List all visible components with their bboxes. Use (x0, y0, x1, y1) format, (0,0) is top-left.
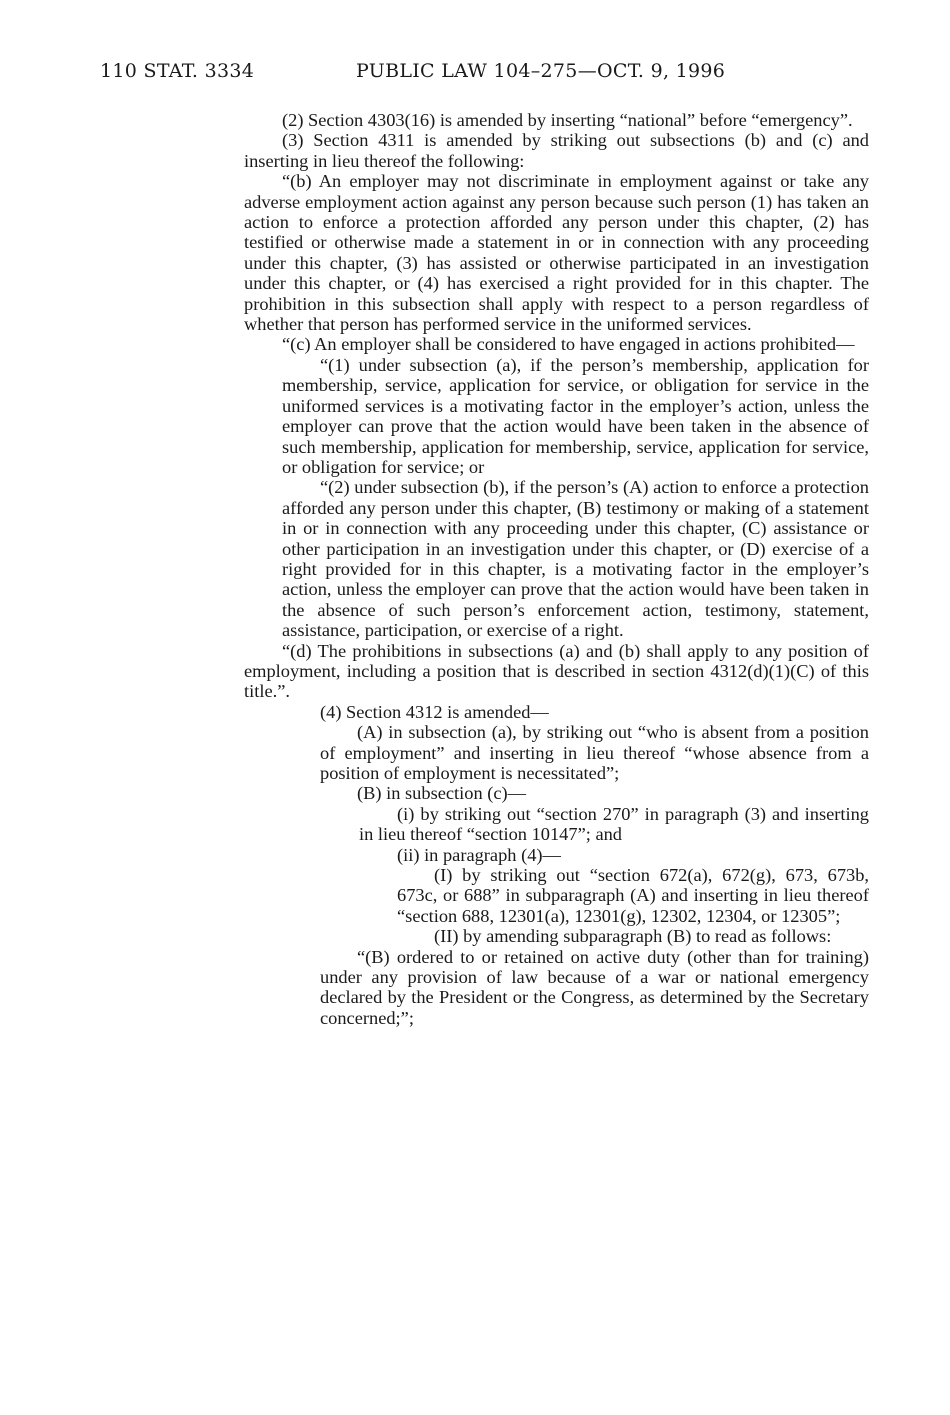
subsection-d: “(d) The prohibitions in subsections (a) and (b) shall apply to any position of employment, including a position that is described in section 4312(d)(1)(C) of this title.”. (244, 640, 869, 702)
clause-a: (A) in subsection (a), by striking out “who is absent from a position of employment” and inserting in lieu thereof “whose absence from a position of employment is necessitated”; (320, 722, 869, 783)
subsection-b: “(b) An employer may not discriminate in employment against or take any adverse employment action against any person because such person (1) has taken an action to enforce a protection afforded any person under this chapter, (2) has testified or otherwise made a statement in or in connection with any proceeding under this chapter, (3) has assisted or otherwise participated in an investigation under this chapter, or (4) has exercised a right provided for in this chapter. The prohibition in this subsection shall apply with respect to a person regardless of whether that person has performed service in the uniformed services. (244, 171, 869, 335)
clause-b-i: (i) by striking out “section 270” in paragraph (3) and inserting in lieu thereof “section 10147”; and (359, 803, 869, 845)
public-law-citation: PUBLIC LAW 104–275—OCT. 9, 1996 (356, 60, 726, 82)
subsection-c-1: “(1) under subsection (a), if the person’s membership, application for membership, service, application for service, or obligation for service in the uniformed services is a motivating factor in the employer’s action, unless the employer can prove that the action would have been taken in the absence of such membership, application for membership, service, application for service, or obligation for service; or (282, 354, 869, 477)
paragraph-3-section-4311: (3) Section 4311 is amended by striking out subsections (b) and (c) and inserting in lieu thereof the following: (244, 130, 869, 171)
running-header (100, 60, 860, 84)
quoted-subparagraph-b: “(B) ordered to or retained on active duty (other than for training) under any provision of law because of a war or national emergency declared by the President or the Congress, as determined by the Secretary concerned;”; (320, 946, 869, 1028)
statute-page-number: 110 STAT. 3334 (100, 60, 255, 82)
clause-b-ii-I: (I) by striking out “section 672(a), 672(g), 673, 673b, 673c, or 688” in subparagraph (A) and inserting in lieu thereof “section 688, 12301(a), 12301(g), 12302, 12304, or 12305”; (397, 865, 869, 926)
paragraph-4-section-4312: (4) Section 4312 is amended— (320, 701, 549, 722)
document-body (244, 110, 869, 1028)
subsection-c-2: “(2) under subsection (b), if the person’s (A) action to enforce a protection afforded any person under this chapter, (B) testimony or making of a statement in or in connection with any proceeding under this chapter, (C) assistance or other participation in an investigation under this chapter, or (D) exercise of a right provided for in this chapter, is a motivating factor in the employer’s action, unless the employer can prove that the action would have been taken in the absence of such person’s enforcement action, testimony, statement, assistance, participation, or exercise of a right. (282, 477, 869, 641)
clause-b: (B) in subsection (c)— (357, 783, 527, 804)
clause-b-ii-II: (II) by amending subparagraph (B) to read as follows: (434, 926, 832, 947)
clause-b-ii: (ii) in paragraph (4)— (397, 844, 561, 865)
subsection-c: “(c) An employer shall be considered to have engaged in actions prohibited— (282, 334, 855, 355)
paragraph-2-section-4303: (2) Section 4303(16) is amended by inserting “national” before “emergency”. (282, 110, 853, 130)
